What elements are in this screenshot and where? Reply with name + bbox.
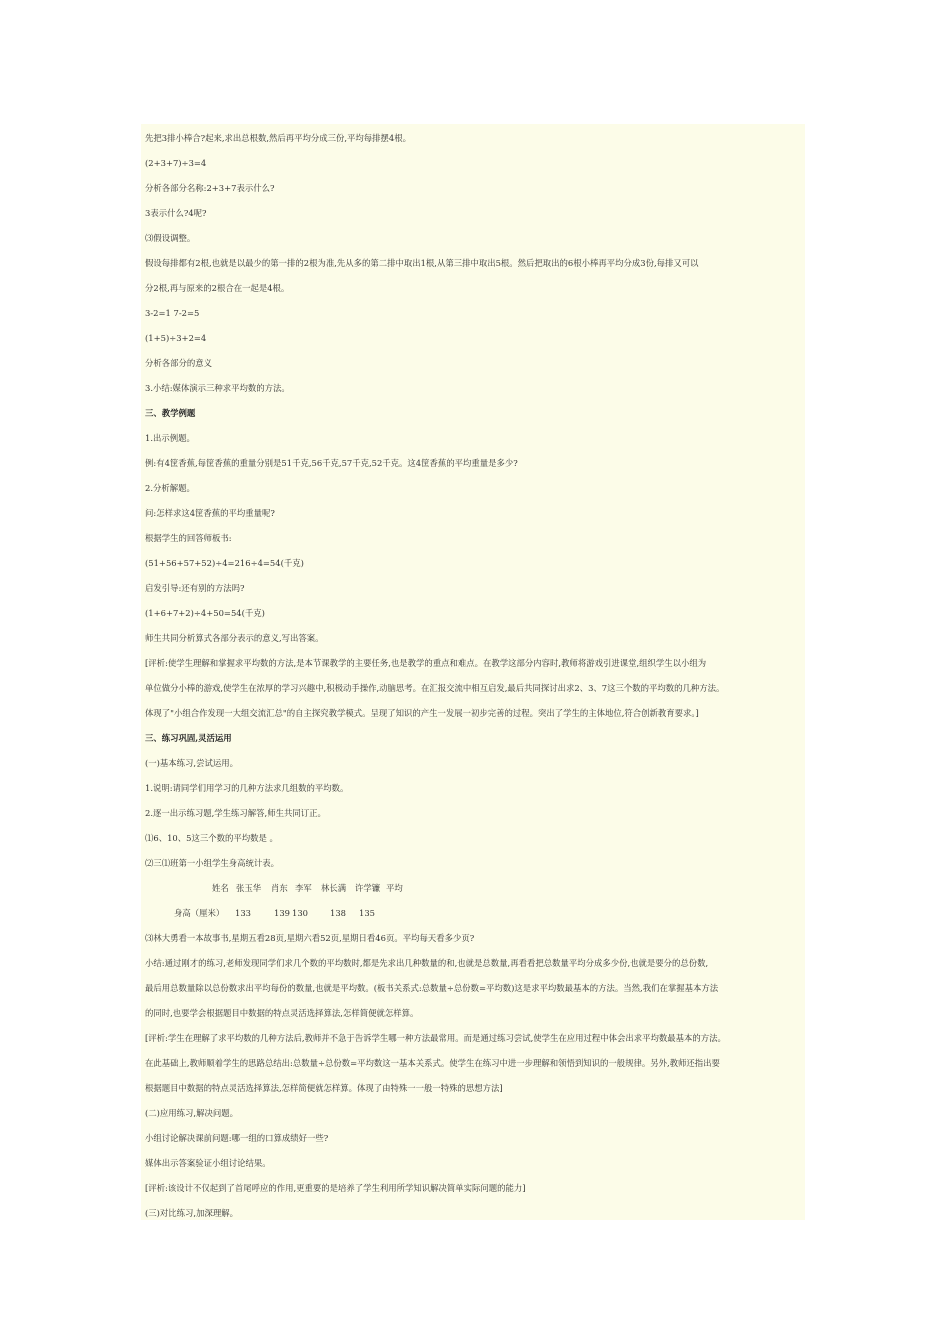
text-line: ⑶林大勇看一本故事书,星期五看28页,星期六看52页,星期日看46页。平均每天看多少页?	[145, 933, 475, 943]
table-cell: 133	[235, 908, 251, 918]
text-line: 3.小结:媒体演示三种求平均数的方法。	[145, 383, 290, 393]
text-line: 1.出示例题。	[145, 433, 195, 443]
text-line: [评析:学生在理解了求平均数的几种方法后,教师并不急于告诉学生哪一种方法最常用。而是通过练习尝试,使学生在应用过程中体会出求平均数最基本的方法。	[145, 1033, 726, 1043]
text-line: (1+5)÷3+2=4	[145, 333, 207, 343]
table-header-cell: 李军	[295, 883, 312, 893]
table-cell: 138	[330, 908, 346, 918]
text-line: 问:怎样求这4筐香蕉的平均重量呢?	[145, 508, 275, 518]
text-line: 体现了"小组合作发现一大组交流汇总"的自主探究教学模式。呈现了知识的产生一发展一初步完善的过程。突出了学生的主体地位,符合创新教育要求。]	[145, 708, 699, 718]
table-cell: 135	[359, 908, 375, 918]
text-line: ⑵三⑴班第一小组学生身高统计表。	[145, 858, 279, 868]
text-line: 师生共同分析算式各部分表示的意义,写出答案。	[145, 633, 324, 643]
text-line: 先把3排小棒合?起来,求出总根数,然后再平均分成三份,平均每排摆4根。	[145, 133, 412, 143]
table-header-cell: 肖东	[271, 883, 288, 893]
text-line: (51+56+57+52)÷4=216÷4=54(千克)	[145, 558, 304, 568]
text-line: 分2根,再与原来的2根合在一起是4根。	[145, 283, 290, 293]
text-line: 媒体出示答案验证小组讨论结果。	[145, 1158, 271, 1168]
text-line: [评析:使学生理解和掌握求平均数的方法,是本节课教学的主要任务,也是教学的重点和难点。在教学这部分内容时,教师将游戏引进课堂,组织学生以小组为	[145, 658, 707, 668]
document-page	[141, 124, 805, 1220]
text-line: [评析:该设计不仅起到了首尾呼应的作用,更重要的是培养了学生利用所学知识解决简单实际问题的能力]	[145, 1183, 526, 1193]
text-line: 根据学生的回答师板书:	[145, 533, 232, 543]
text-line: 小组讨论解决课前问题:哪一组的口算成绩好一些?	[145, 1133, 329, 1143]
height-table-row	[141, 907, 805, 919]
text-line: ⑴6、10、5这三个数的平均数是 。	[145, 833, 278, 843]
table-row-label: 身高（厘米）	[174, 908, 225, 918]
text-line: (2+3+7)÷3=4	[145, 158, 207, 168]
text-line: 2.分析解题。	[145, 483, 195, 493]
text-line: 例:有4筐香蕉,每筐香蕉的重量分别是51千克,56千克,57千克,52千克。这4筐香蕉的平均重量是多少?	[145, 458, 518, 468]
height-table-header	[141, 882, 805, 894]
text-line: 在此基础上,教师顺着学生的思路总结出:总数量÷总份数=平均数这一基本关系式。使学生在练习中进一步理解和领悟到知识的一般规律。另外,教师还指出要	[145, 1058, 720, 1068]
text-line: 的同时,也要学会根据题目中数据的特点灵活选择算法,怎样简便就怎样算。	[145, 1008, 419, 1018]
text-line: 根据题目中数据的特点灵活选择算法,怎样简便就怎样算。体现了由特殊一一般一特殊的思想方法]	[145, 1083, 503, 1093]
table-header-cell: 林长满	[321, 883, 347, 893]
table-header-cell: 张玉华	[236, 883, 262, 893]
text-line: (一)基本练习,尝试运用。	[145, 758, 238, 768]
table-header-cell: 许学镰	[355, 883, 381, 893]
section-heading: 三、教学例题	[145, 408, 196, 418]
text-line: (三)对比练习,加深理解。	[145, 1208, 238, 1218]
text-line: 小结:通过刚才的练习,老师发现同学们求几个数的平均数时,都是先求出几种数量的和,也就是总数量,再看看把总数量平均分成多少份,也就是要分的总份数,	[145, 958, 709, 968]
table-cell: 139	[274, 908, 290, 918]
table-cell: 130	[292, 908, 308, 918]
text-line: 分析各部分名称:2+3+7表示什么?	[145, 183, 275, 193]
text-line: (二)应用练习,解决问题。	[145, 1108, 238, 1118]
text-line: 启发引导:还有别的方法吗?	[145, 583, 245, 593]
text-line: 2.逐一出示练习题,学生练习解答,师生共同订正。	[145, 808, 326, 818]
text-line: 假设每排都有2根,也就是以最少的第一排的2根为准,先从多的第二排中取出1根,从第三排中取出5根。然后把取出的6根小棒再平均分成3份,每排又可以	[145, 258, 699, 268]
text-line: 单位做分小棒的游戏,使学生在浓厚的学习兴趣中,积极动手操作,动脑思考。在汇报交流中相互启发,最后共同探讨出求2、3、7这三个数的平均数的几种方法。	[145, 683, 725, 693]
section-heading: 三、练习巩固,灵活运用	[145, 733, 232, 743]
table-header-cell: 姓名	[212, 883, 229, 893]
text-line: ⑶假设调整。	[145, 233, 196, 243]
text-line: 3表示什么?4呢?	[145, 208, 207, 218]
table-header-cell: 平均	[386, 883, 403, 893]
text-line: 分析各部分的意义	[145, 358, 212, 368]
text-line: 3-2=1 7-2=5	[145, 308, 200, 318]
text-line: 最后用总数量除以总份数求出平均每份的数量,也就是平均数。(板书关系式:总数量÷总份数=平均数)这是求平均数最基本的方法。当然,我们在掌握基本方法	[145, 983, 719, 993]
text-line: (1+6+7+2)÷4+50=54(千克)	[145, 608, 265, 618]
text-line: 1.说明:请同学们用学习的几种方法求几组数的平均数。	[145, 783, 349, 793]
